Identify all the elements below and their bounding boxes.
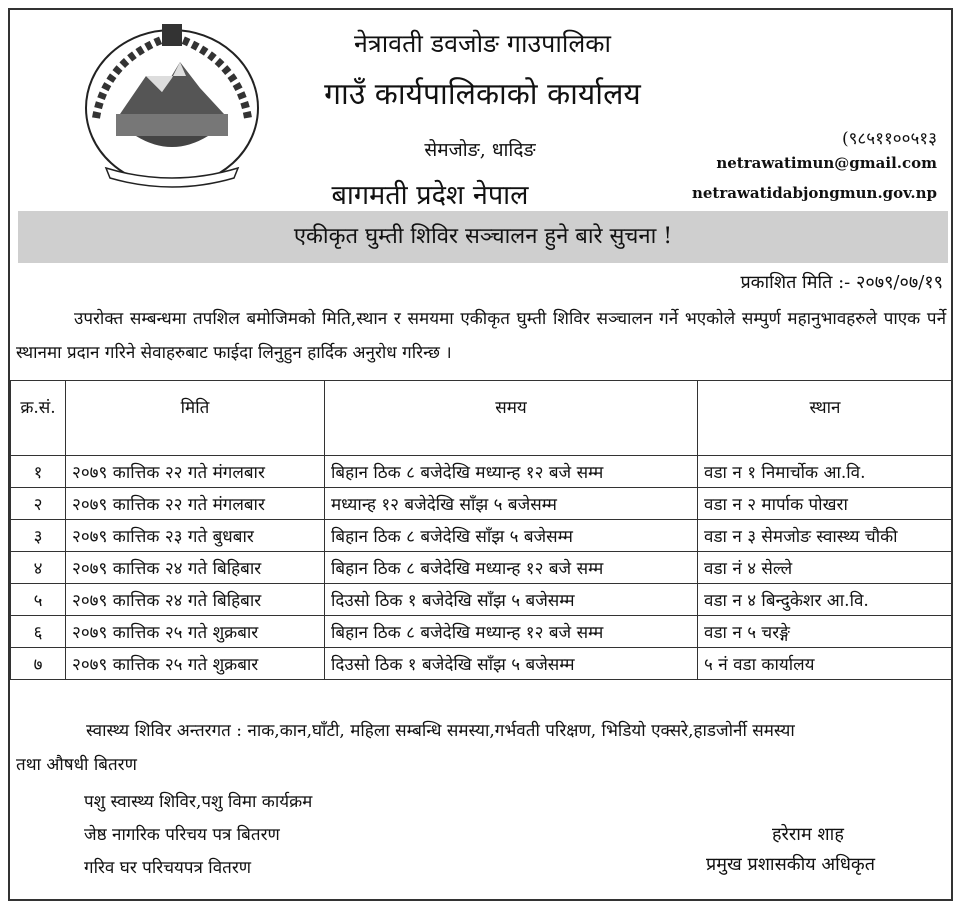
row-sn: ६ [11,616,66,648]
row-time: दिउसो ठिक १ बजेदेखि साँझ ५ बजेसम्म [325,584,698,616]
schedule-table [10,380,953,680]
row-place: वडा न २ मार्पाक पोखरा [698,488,953,520]
row-place: वडा नं ४ सेल्ले [698,552,953,584]
header-place: स्थान [698,381,953,456]
row-place: वडा न ३ सेमजोङ स्वास्थ्य चौकी [698,520,953,552]
table-row [11,520,953,552]
row-time: दिउसो ठिक १ बजेदेखि साँझ ५ बजेसम्म [325,648,698,680]
table-row [11,616,953,648]
row-sn: ५ [11,584,66,616]
website-address: netrawatidabjongmun.gov.np [691,184,937,202]
table-row [11,552,953,584]
notice-subject: एकीकृत घुम्ती शिविर सञ्चालन हुने बारे सुचना ! [18,211,948,263]
service-item-poor-card: गरिव घर परिचयपत्र वितरण [84,858,252,878]
office-address: सेमजोङ, धादिङ [424,139,536,161]
row-date: २०७९ कात्तिक २३ गते बुधबार [66,520,325,552]
row-date: २०७९ कात्तिक २४ गते बिहिबार [66,552,325,584]
row-place: वडा न ४ बिन्दुकेशर आ.वि. [698,584,953,616]
row-time: बिहान ठिक ८ बजेदेखि मध्यान्ह १२ बजे सम्म [325,552,698,584]
table-row [11,488,953,520]
row-date: २०७९ कात्तिक २२ गते मंगलबार [66,488,325,520]
email-address: netrawatimun@gmail.com [716,154,937,172]
row-sn: १ [11,456,66,488]
services-line-1: स्वास्थ्य शिविर अन्तरगत : नाक,कान,घाँटी, महिला सम्बन्धि समस्या,गर्भवती परिक्षण, भिडियो एक्सरे,हाडजोर्नी समस्या [86,721,795,741]
row-sn: ४ [11,552,66,584]
office-name: गाउँ कार्यपालिकाको कार्यालय [324,77,641,112]
row-time: बिहान ठिक ८ बजेदेखि मध्यान्ह १२ बजे सम्म [325,616,698,648]
row-time: बिहान ठिक ८ बजेदेखि मध्यान्ह १२ बजे सम्म [325,456,698,488]
intro-paragraph: उपरोक्त सम्बन्धमा तपशिल बमोजिमको मिति,स्थान र समयमा एकीकृत घुम्ती शिविर सञ्चालन गर्ने भएकोले सम्पुर्ण महानुभावहरुले पाएक पर्ने स्थानमा प्रदान गरिने सेवाहरुबाट फाईदा लिनुहुन हार्दिक अनुरोध गरिन्छ । [16,309,946,363]
row-date: २०७९ कात्तिक २२ गते मंगलबार [66,456,325,488]
municipality-name: नेत्रावती डवजोङ गाउपालिका [354,29,611,58]
published-date: प्रकाशित मिति :- २०७९/०७/१९ [740,272,943,293]
row-sn: २ [11,488,66,520]
row-sn: ३ [11,520,66,552]
row-date: २०७९ कात्तिक २४ गते बिहिबार [66,584,325,616]
province-name: बागमती प्रदेश नेपाल [331,180,529,211]
table-row [11,584,953,616]
row-sn: ७ [11,648,66,680]
table-row [11,648,953,680]
phone-number: (९८५११००५१३ [841,129,937,149]
row-time: मध्यान्ह १२ बजेदेखि साँझ ५ बजेसम्म [325,488,698,520]
header-time: समय [325,381,698,456]
row-date: २०७९ कात्तिक २५ गते शुक्रबार [66,648,325,680]
header-date: मिति [66,381,325,456]
service-item-senior-card: जेष्ठ नागरिक परिचय पत्र बितरण [84,825,280,845]
header-sn: क्र.सं. [11,381,66,456]
services-line-2: तथा औषधी बितरण [16,755,137,775]
row-date: २०७९ कात्तिक २५ गते शुक्रबार [66,616,325,648]
row-time: बिहान ठिक ८ बजेदेखि साँझ ५ बजेसम्म [325,520,698,552]
row-place: वडा न ५ चरङ्गे [698,616,953,648]
signatory-title: प्रमुख प्रशासकीय अधिकृत [706,854,875,875]
service-item-livestock: पशु स्वास्थ्य शिविर,पशु विमा कार्यक्रम [84,792,313,812]
table-header-row [11,381,953,456]
row-place: वडा न १ निमार्चोक आ.वि. [698,456,953,488]
signatory-name: हरेराम शाह [772,824,844,845]
row-place: ५ नं वडा कार्यालय [698,648,953,680]
table-row [11,456,953,488]
